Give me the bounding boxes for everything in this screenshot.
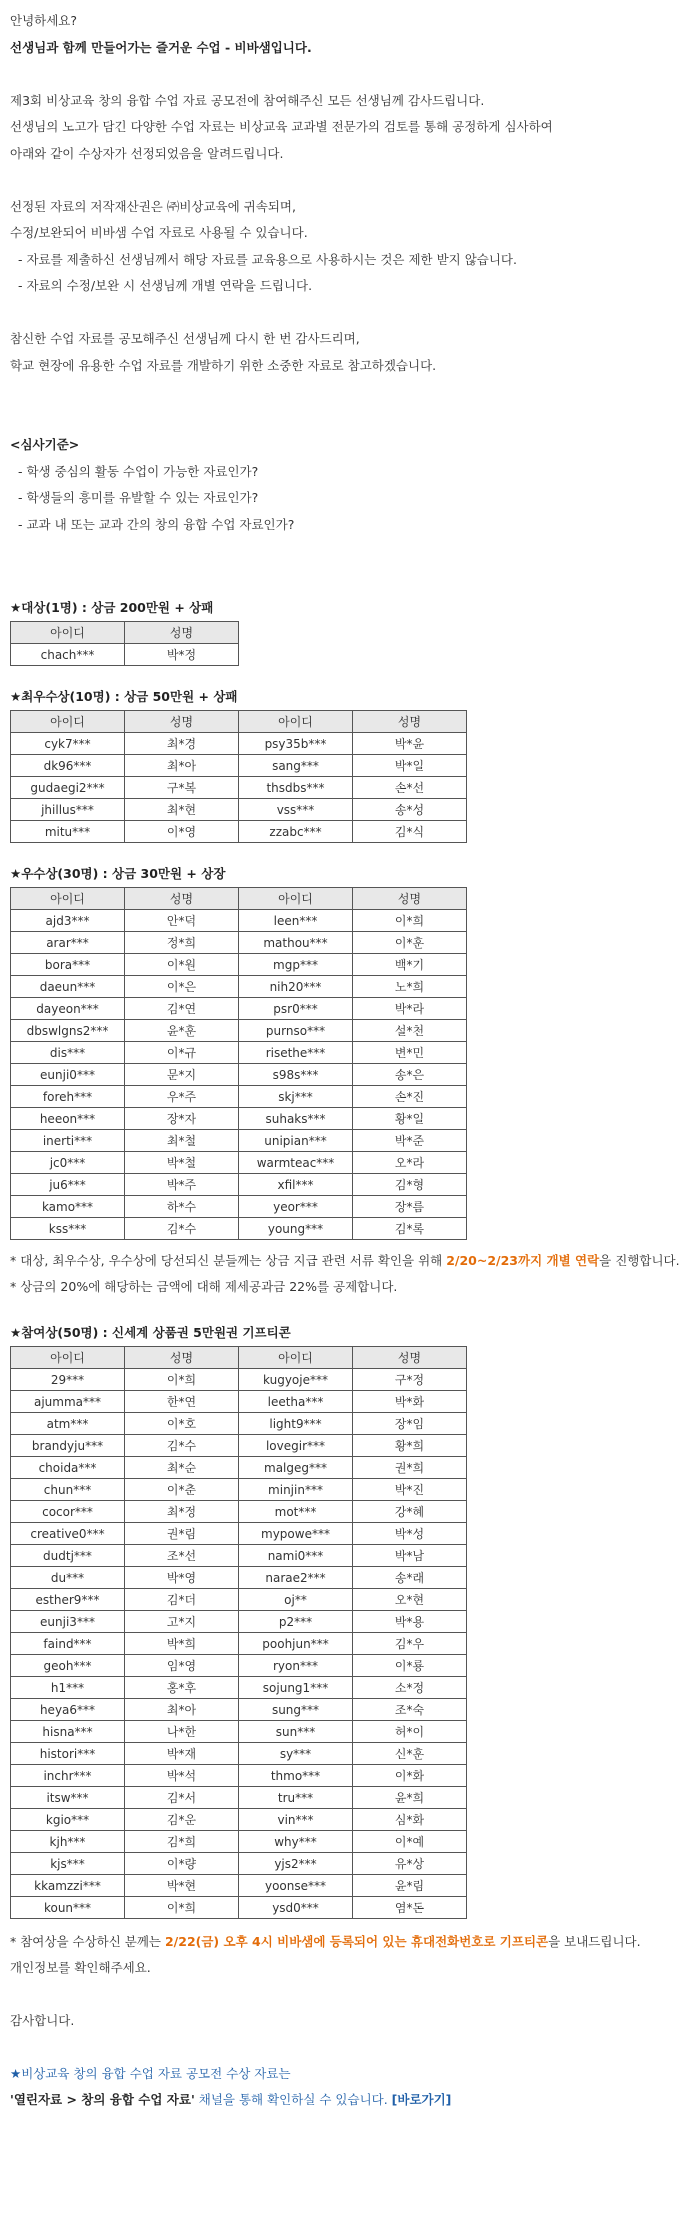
winner-name-cell: 조*선: [125, 1545, 239, 1567]
table-row: [11, 1743, 467, 1765]
table-row: [11, 1809, 467, 1831]
winner-name-cell: 변*민: [353, 1042, 467, 1064]
winner-name-cell: 이*예: [353, 1831, 467, 1853]
closing-text-2: 학교 현장에 유용한 수업 자료를 개발하기 위한 소중한 자료로 참고하겠습니다.: [10, 357, 437, 373]
table-row: [11, 932, 467, 954]
winner-id-cell: histori***: [11, 1743, 125, 1765]
winner-name-cell: 박*일: [353, 755, 467, 777]
table-row: [11, 1875, 467, 1897]
winner-id-cell: nami0***: [239, 1545, 353, 1567]
winner-name-cell: 송*성: [353, 799, 467, 821]
table-row: [11, 1086, 467, 1108]
table-row: [11, 910, 467, 932]
winner-name-cell: 심*화: [353, 1809, 467, 1831]
name-column-header: 성명: [125, 888, 239, 910]
winner-id-cell: arar***: [11, 932, 125, 954]
table-row: [11, 1196, 467, 1218]
table-row: [11, 1413, 467, 1435]
winner-id-cell: malgeg***: [239, 1457, 353, 1479]
winner-name-cell: 김*수: [125, 1435, 239, 1457]
excellence-prize-title: ★최우수상(10명) : 상금 50만원 + 상패: [10, 689, 238, 704]
winner-id-cell: warmteac***: [239, 1152, 353, 1174]
winner-id-cell: sy***: [239, 1743, 353, 1765]
winner-id-cell: esther9***: [11, 1589, 125, 1611]
winner-name-cell: 홍*후: [125, 1677, 239, 1699]
copyright-text-1: 선정된 자료의 저작재산권은 ㈜비상교육에 귀속되며,: [10, 198, 296, 214]
table-row: [11, 1677, 467, 1699]
winner-name-cell: 안*덕: [125, 910, 239, 932]
winner-name-cell: 박*용: [353, 1611, 467, 1633]
winner-name-cell: 최*정: [125, 1501, 239, 1523]
winner-id-cell: 29***: [11, 1369, 125, 1391]
winner-name-cell: 노*희: [353, 976, 467, 998]
winner-id-cell: oj**: [239, 1589, 353, 1611]
id-column-header: 아이디: [11, 888, 125, 910]
winner-name-cell: 최*아: [125, 1699, 239, 1721]
winner-name-cell: 최*경: [125, 733, 239, 755]
winner-name-cell: 오*현: [353, 1589, 467, 1611]
winner-id-cell: s98s***: [239, 1064, 353, 1086]
winner-id-cell: mathou***: [239, 932, 353, 954]
table-header-row: [11, 1347, 467, 1369]
winner-id-cell: ajd3***: [11, 910, 125, 932]
winner-id-cell: hisna***: [11, 1721, 125, 1743]
winner-name-cell: 장*자: [125, 1108, 239, 1130]
winner-id-cell: light9***: [239, 1413, 353, 1435]
winner-id-cell: nih20***: [239, 976, 353, 998]
winner-id-cell: eunji3***: [11, 1611, 125, 1633]
table-row: [11, 799, 467, 821]
table-row: [11, 755, 467, 777]
table-row: [11, 1589, 467, 1611]
table-row: [11, 1523, 467, 1545]
winner-name-cell: 권*림: [125, 1523, 239, 1545]
winner-name-cell: 김*수: [125, 1218, 239, 1240]
winner-name-cell: 백*기: [353, 954, 467, 976]
winner-name-cell: 고*지: [125, 1611, 239, 1633]
winner-name-cell: 황*희: [353, 1435, 467, 1457]
table-row: [11, 1545, 467, 1567]
table-row: [11, 1479, 467, 1501]
winner-name-cell: 황*일: [353, 1108, 467, 1130]
winner-name-cell: 박*희: [125, 1633, 239, 1655]
winner-name-cell: 우*주: [125, 1086, 239, 1108]
winner-id-cell: xfil***: [239, 1174, 353, 1196]
winner-id-cell: inerti***: [11, 1130, 125, 1152]
winner-name-cell: 신*훈: [353, 1743, 467, 1765]
table-row: [11, 1699, 467, 1721]
winner-id-cell: kamo***: [11, 1196, 125, 1218]
winner-name-cell: 염*돈: [353, 1897, 467, 1919]
winner-id-cell: kjh***: [11, 1831, 125, 1853]
winner-name-cell: 이*량: [125, 1853, 239, 1875]
winner-name-cell: 강*혜: [353, 1501, 467, 1523]
winner-id-cell: leetha***: [239, 1391, 353, 1413]
winner-id-cell: yeor***: [239, 1196, 353, 1218]
winner-name-cell: 이*원: [125, 954, 239, 976]
table-header-row: [11, 711, 467, 733]
id-column-header: 아이디: [11, 711, 125, 733]
winner-id-cell: choida***: [11, 1457, 125, 1479]
winner-id-cell: leen***: [239, 910, 353, 932]
winner-name-cell: 김*희: [125, 1831, 239, 1853]
winner-name-cell: 박*철: [125, 1152, 239, 1174]
winner-name-cell: 이*희: [353, 910, 467, 932]
winner-id-cell: creative0***: [11, 1523, 125, 1545]
merit-prize-table: [10, 887, 467, 1240]
table-row: [11, 1152, 467, 1174]
table-row: [11, 1765, 467, 1787]
winner-id-cell: poohjun***: [239, 1633, 353, 1655]
id-column-header: 아이디: [239, 711, 353, 733]
winner-id-cell: du***: [11, 1567, 125, 1589]
winner-id-cell: brandyju***: [11, 1435, 125, 1457]
winner-id-cell: risethe***: [239, 1042, 353, 1064]
winner-id-cell: itsw***: [11, 1787, 125, 1809]
table-row: [11, 1721, 467, 1743]
criteria-item: - 학생들의 흥미를 유발할 수 있는 자료인가?: [18, 490, 259, 505]
winner-id-cell: young***: [239, 1218, 353, 1240]
winner-name-cell: 김*연: [125, 998, 239, 1020]
id-column-header: 아이디: [239, 1347, 353, 1369]
table-row: [11, 1369, 467, 1391]
winner-name-cell: 박*화: [353, 1391, 467, 1413]
winner-name-cell: 구*복: [125, 777, 239, 799]
winner-name-cell: 윤*림: [353, 1875, 467, 1897]
winner-id-cell: vss***: [239, 799, 353, 821]
greeting: 안녕하세요?: [10, 13, 78, 28]
winner-name-cell: 허*이: [353, 1721, 467, 1743]
winner-name-cell: 박*성: [353, 1523, 467, 1545]
name-column-header: 성명: [125, 711, 239, 733]
winner-id-cell: sun***: [239, 1721, 353, 1743]
excellence-prize-table: [10, 710, 467, 843]
winner-name-cell: 박*라: [353, 998, 467, 1020]
prize-note-1: * 대상, 최우수상, 우수상에 당선되신 분들께는 상금 지급 관련 서류 확인을 위해 2/20~2/23까지 개별 연락을 진행합니다.: [10, 1253, 680, 1268]
winner-id-cell: skj***: [239, 1086, 353, 1108]
winner-name-cell: 정*희: [125, 932, 239, 954]
winner-id-cell: mypowe***: [239, 1523, 353, 1545]
winner-name-cell: 한*연: [125, 1391, 239, 1413]
grand-prize-title: ★대상(1명) : 상금 200만원 + 상패: [10, 600, 214, 615]
footer-info-2: '열린자료 > 창의 융합 수업 자료' 채널을 통해 확인하실 수 있습니다. [바로가기]: [10, 2092, 452, 2107]
winner-id-cell: ryon***: [239, 1655, 353, 1677]
winner-id-cell: yjs2***: [239, 1853, 353, 1875]
table-row: [11, 1787, 467, 1809]
name-column-header: 성명: [125, 1347, 239, 1369]
table-header-row: [11, 888, 467, 910]
winner-id-cell: ajumma***: [11, 1391, 125, 1413]
winner-name-cell: 손*선: [353, 777, 467, 799]
winner-id-cell: why***: [239, 1831, 353, 1853]
table-row: [11, 998, 467, 1020]
winner-name-cell: 이*희: [125, 1369, 239, 1391]
thanks-text: 제3회 비상교육 창의 융합 수업 자료 공모전에 참여해주신 모든 선생님께 감사드립니다.: [10, 92, 485, 108]
grand-prize-table: [10, 621, 239, 666]
participation-prize-table: [10, 1346, 467, 1919]
criteria-item: - 학생 중심의 활동 수업이 가능한 자료인가?: [18, 463, 259, 479]
gift-note-2: 개인정보를 확인해주세요.: [10, 1960, 151, 1975]
winner-name-cell: 박*주: [125, 1174, 239, 1196]
winner-name-cell: 이*은: [125, 976, 239, 998]
table-row: [11, 1435, 467, 1457]
winner-name-cell: 장*름: [353, 1196, 467, 1218]
winner-id-cell: h1***: [11, 1677, 125, 1699]
table-row: [11, 1611, 467, 1633]
winner-name-cell: 박*윤: [353, 733, 467, 755]
winner-name-cell: 김*록: [353, 1218, 467, 1240]
shortcut-link[interactable]: [바로가기]: [391, 2092, 452, 2107]
table-row: [11, 1218, 467, 1240]
table-row: [11, 1174, 467, 1196]
winner-id-cell: geoh***: [11, 1655, 125, 1677]
table-row: [11, 733, 467, 755]
winner-id-cell: yoonse***: [239, 1875, 353, 1897]
winner-id-cell: daeun***: [11, 976, 125, 998]
copyright-text-4: - 자료의 수정/보완 시 선생님께 개별 연락을 드립니다.: [18, 278, 313, 293]
winner-name-cell: 윤*희: [353, 1787, 467, 1809]
winner-id-cell: narae2***: [239, 1567, 353, 1589]
winner-name-cell: 이*룡: [353, 1655, 467, 1677]
table-row: [11, 1897, 467, 1919]
winner-name-cell: 김*형: [353, 1174, 467, 1196]
winner-id-cell: dayeon***: [11, 998, 125, 1020]
winner-id-cell: suhaks***: [239, 1108, 353, 1130]
winner-id-cell: heeon***: [11, 1108, 125, 1130]
winner-id-cell: gudaegi2***: [11, 777, 125, 799]
winner-id-cell: psr0***: [239, 998, 353, 1020]
winner-name-cell: 김*서: [125, 1787, 239, 1809]
winner-name-cell: 김*우: [353, 1633, 467, 1655]
winner-id-cell: mitu***: [11, 821, 125, 843]
winner-name-cell: 장*임: [353, 1413, 467, 1435]
winner-id-cell: koun***: [11, 1897, 125, 1919]
id-column-header: 아이디: [239, 888, 353, 910]
winner-id-cell: unipian***: [239, 1130, 353, 1152]
winner-id-cell: kss***: [11, 1218, 125, 1240]
winner-id-cell: thmo***: [239, 1765, 353, 1787]
winner-name-cell: 박*정: [125, 644, 239, 666]
winner-id-cell: chach***: [11, 644, 125, 666]
winner-name-cell: 나*한: [125, 1721, 239, 1743]
winner-id-cell: sojung1***: [239, 1677, 353, 1699]
winner-name-cell: 박*영: [125, 1567, 239, 1589]
winner-id-cell: thsdbs***: [239, 777, 353, 799]
winner-name-cell: 김*식: [353, 821, 467, 843]
criteria-title: <심사기준>: [10, 437, 80, 452]
footer-thanks: 감사합니다.: [10, 2012, 75, 2028]
winner-id-cell: mgp***: [239, 954, 353, 976]
winner-id-cell: p2***: [239, 1611, 353, 1633]
winner-name-cell: 임*영: [125, 1655, 239, 1677]
name-column-header: 성명: [353, 1347, 467, 1369]
tagline: 선생님과 함께 만들어가는 즐거운 수업 - 비바샘입니다.: [10, 39, 312, 55]
table-row: [11, 976, 467, 998]
winner-name-cell: 문*지: [125, 1064, 239, 1086]
winner-name-cell: 윤*훈: [125, 1020, 239, 1042]
winner-name-cell: 박*진: [353, 1479, 467, 1501]
id-column-header: 아이디: [11, 622, 125, 644]
winner-name-cell: 조*숙: [353, 1699, 467, 1721]
winner-id-cell: foreh***: [11, 1086, 125, 1108]
review-text-1: 선생님의 노고가 담긴 다양한 수업 자료는 비상교육 교과별 전문가의 검토를 통해 공정하게 심사하여: [10, 119, 553, 134]
winner-name-cell: 손*진: [353, 1086, 467, 1108]
winner-id-cell: chun***: [11, 1479, 125, 1501]
winner-name-cell: 소*정: [353, 1677, 467, 1699]
table-row: [11, 777, 467, 799]
table-row: [11, 1831, 467, 1853]
contact-period-highlight: 2/20~2/23까지 개별 연락: [446, 1253, 600, 1268]
winner-id-cell: inchr***: [11, 1765, 125, 1787]
table-row: [11, 1391, 467, 1413]
name-column-header: 성명: [353, 711, 467, 733]
winner-id-cell: eunji0***: [11, 1064, 125, 1086]
table-row: [11, 1853, 467, 1875]
winner-id-cell: purnso***: [239, 1020, 353, 1042]
table-row: [11, 954, 467, 976]
name-column-header: 성명: [353, 888, 467, 910]
winner-id-cell: cyk7***: [11, 733, 125, 755]
winner-id-cell: sung***: [239, 1699, 353, 1721]
winner-id-cell: mot***: [239, 1501, 353, 1523]
winner-name-cell: 이*훈: [353, 932, 467, 954]
winner-name-cell: 이*춘: [125, 1479, 239, 1501]
winner-name-cell: 최*순: [125, 1457, 239, 1479]
winner-id-cell: jhillus***: [11, 799, 125, 821]
winner-name-cell: 오*라: [353, 1152, 467, 1174]
winner-id-cell: sang***: [239, 755, 353, 777]
winner-id-cell: cocor***: [11, 1501, 125, 1523]
winner-name-cell: 김*운: [125, 1809, 239, 1831]
table-row: [11, 1064, 467, 1086]
winner-name-cell: 김*더: [125, 1589, 239, 1611]
winner-name-cell: 이*희: [125, 1897, 239, 1919]
copyright-text-3: - 자료를 제출하신 선생님께서 해당 자료를 교육용으로 사용하시는 것은 제한 받지 않습니다.: [18, 251, 517, 267]
winner-name-cell: 설*천: [353, 1020, 467, 1042]
winner-id-cell: dis***: [11, 1042, 125, 1064]
gift-delivery-highlight: 2/22(금) 오후 4시 비바샘에 등록되어 있는 휴대전화번호로 기프티콘: [164, 1934, 549, 1949]
winner-id-cell: jc0***: [11, 1152, 125, 1174]
winner-name-cell: 이*영: [125, 821, 239, 843]
table-row: [11, 1020, 467, 1042]
winner-name-cell: 권*희: [353, 1457, 467, 1479]
winner-name-cell: 송*은: [353, 1064, 467, 1086]
winner-name-cell: 이*호: [125, 1413, 239, 1435]
channel-path: '열린자료 > 창의 융합 수업 자료': [10, 2092, 195, 2107]
winner-name-cell: 송*래: [353, 1567, 467, 1589]
table-row: [11, 1457, 467, 1479]
copyright-text-2: 수정/보완되어 비바샘 수업 자료로 사용될 수 있습니다.: [10, 225, 308, 240]
winner-id-cell: lovegir***: [239, 1435, 353, 1457]
table-row: [11, 821, 467, 843]
criteria-item: - 교과 내 또는 교과 간의 창의 융합 수업 자료인가?: [18, 516, 295, 532]
winner-name-cell: 이*규: [125, 1042, 239, 1064]
footer-info-1: ★비상교육 창의 융합 수업 자료 공모전 수상 자료는: [10, 2065, 291, 2081]
table-row: [11, 1501, 467, 1523]
winner-id-cell: atm***: [11, 1413, 125, 1435]
winner-name-cell: 하*수: [125, 1196, 239, 1218]
id-column-header: 아이디: [11, 1347, 125, 1369]
winner-name-cell: 박*남: [353, 1545, 467, 1567]
merit-prize-title: ★우수상(30명) : 상금 30만원 + 상장: [10, 866, 226, 881]
winner-id-cell: kgio***: [11, 1809, 125, 1831]
winner-name-cell: 최*현: [125, 799, 239, 821]
winner-id-cell: ysd0***: [239, 1897, 353, 1919]
table-row: [11, 644, 239, 666]
table-row: [11, 1655, 467, 1677]
winner-name-cell: 박*재: [125, 1743, 239, 1765]
winner-name-cell: 박*현: [125, 1875, 239, 1897]
gift-note-1: * 참여상을 수상하신 분께는 2/22(금) 오후 4시 비바샘에 등록되어 있는 휴대전화번호로 기프티콘을 보내드립니다.: [10, 1934, 641, 1949]
winner-name-cell: 구*정: [353, 1369, 467, 1391]
winner-id-cell: kugyoje***: [239, 1369, 353, 1391]
table-row: [11, 1633, 467, 1655]
table-row: [11, 1130, 467, 1152]
winner-id-cell: dudtj***: [11, 1545, 125, 1567]
table-row: [11, 1567, 467, 1589]
winner-id-cell: dbswlgns2***: [11, 1020, 125, 1042]
review-text-2: 아래와 같이 수상자가 선정되었음을 알려드립니다.: [10, 145, 284, 161]
winner-id-cell: tru***: [239, 1787, 353, 1809]
winner-id-cell: faind***: [11, 1633, 125, 1655]
table-header-row: [11, 622, 239, 644]
name-column-header: 성명: [125, 622, 239, 644]
winner-id-cell: heya6***: [11, 1699, 125, 1721]
closing-text-1: 참신한 수업 자료를 공모해주신 선생님께 다시 한 번 감사드리며,: [10, 331, 360, 346]
winner-name-cell: 최*철: [125, 1130, 239, 1152]
winner-name-cell: 유*상: [353, 1853, 467, 1875]
winner-name-cell: 이*화: [353, 1765, 467, 1787]
winner-id-cell: kjs***: [11, 1853, 125, 1875]
winner-id-cell: bora***: [11, 954, 125, 976]
winner-id-cell: ju6***: [11, 1174, 125, 1196]
winner-id-cell: kkamzzi***: [11, 1875, 125, 1897]
table-row: [11, 1108, 467, 1130]
winner-name-cell: 최*아: [125, 755, 239, 777]
winner-id-cell: zzabc***: [239, 821, 353, 843]
winner-name-cell: 박*석: [125, 1765, 239, 1787]
table-row: [11, 1042, 467, 1064]
winner-id-cell: vin***: [239, 1809, 353, 1831]
winner-id-cell: psy35b***: [239, 733, 353, 755]
winner-id-cell: dk96***: [11, 755, 125, 777]
participation-prize-title: ★참여상(50명) : 신세계 상품권 5만원권 기프티콘: [10, 1325, 291, 1340]
prize-note-2: * 상금의 20%에 해당하는 금액에 대해 제세공과금 22%를 공제합니다.: [10, 1279, 398, 1294]
winner-id-cell: minjin***: [239, 1479, 353, 1501]
winner-name-cell: 박*준: [353, 1130, 467, 1152]
